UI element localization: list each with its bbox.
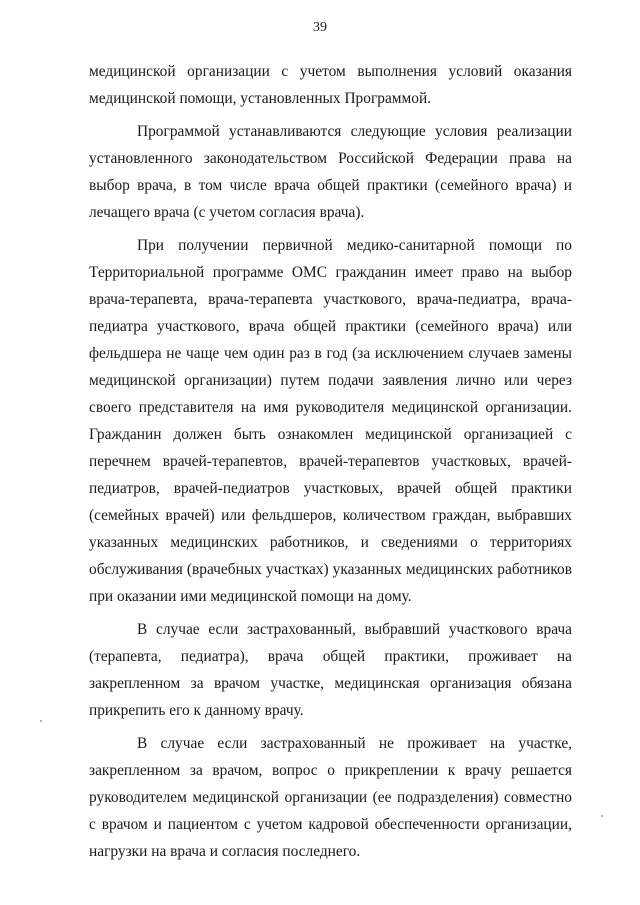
scan-speck xyxy=(40,720,42,722)
document-body xyxy=(89,58,572,870)
paragraph-resident-on-site: В случае если застрахованный, выбравший участкового врача (терапевта, педиатра), врача общей практики, проживает на закрепленном за врачом участке, медицинская организация обязана прикрепить его к данному врачу. xyxy=(89,621,572,719)
page-number: 39 xyxy=(313,20,327,35)
paragraph-non-resident: В случае если застрахованный не проживает на участке, закрепленном за врачом, вопрос о прикреплении к врачу решается руководителем медицинской организации (ее подразделения) совместно с врачом и пациентом с учетом кадровой обеспеченности организации, нагрузки на врача и согласия последнего. xyxy=(89,735,572,860)
paragraph-primary-care-choice: При получении первичной медико-санитарной помощи по Территориальной программе ОМС гражданин имеет право на выбор врача-терапевта, врача-терапевта участкового, врача-педиатра, врача-педиатра участкового, врача общей практики (семейного врача) или фельдшера не чаще чем один раз в год (за исключением случаев замены медицинской организации) путем подачи заявления лично или через своего представителя на имя руководителя медицинской организации. Гражданин должен быть ознакомлен медицинской организацией с перечнем врачей-терапевтов, врачей-терапевтов участковых, врачей-педиатров, врачей-педиатров участковых, врачей общей практики (семейных врачей) или фельдшеров, количеством граждан, выбравших указанных медицинских работников, и сведениями о территориях обслуживания (врачебных участках) указанных медицинских работников при оказании ими медицинской помощи на дому. xyxy=(89,237,572,605)
paragraph-doctor-choice-conditions: Программой устанавливаются следующие условия реализации установленного законодательством Российской Федерации права на выбор врача, в том числе врача общей практики (семейного врача) и лечащего врача (с учетом согласия врача). xyxy=(89,123,572,221)
paragraph-continuation: медицинской организации с учетом выполнения условий оказания медицинской помощи, установленных Программой. xyxy=(89,63,572,107)
scan-speck xyxy=(601,815,603,817)
